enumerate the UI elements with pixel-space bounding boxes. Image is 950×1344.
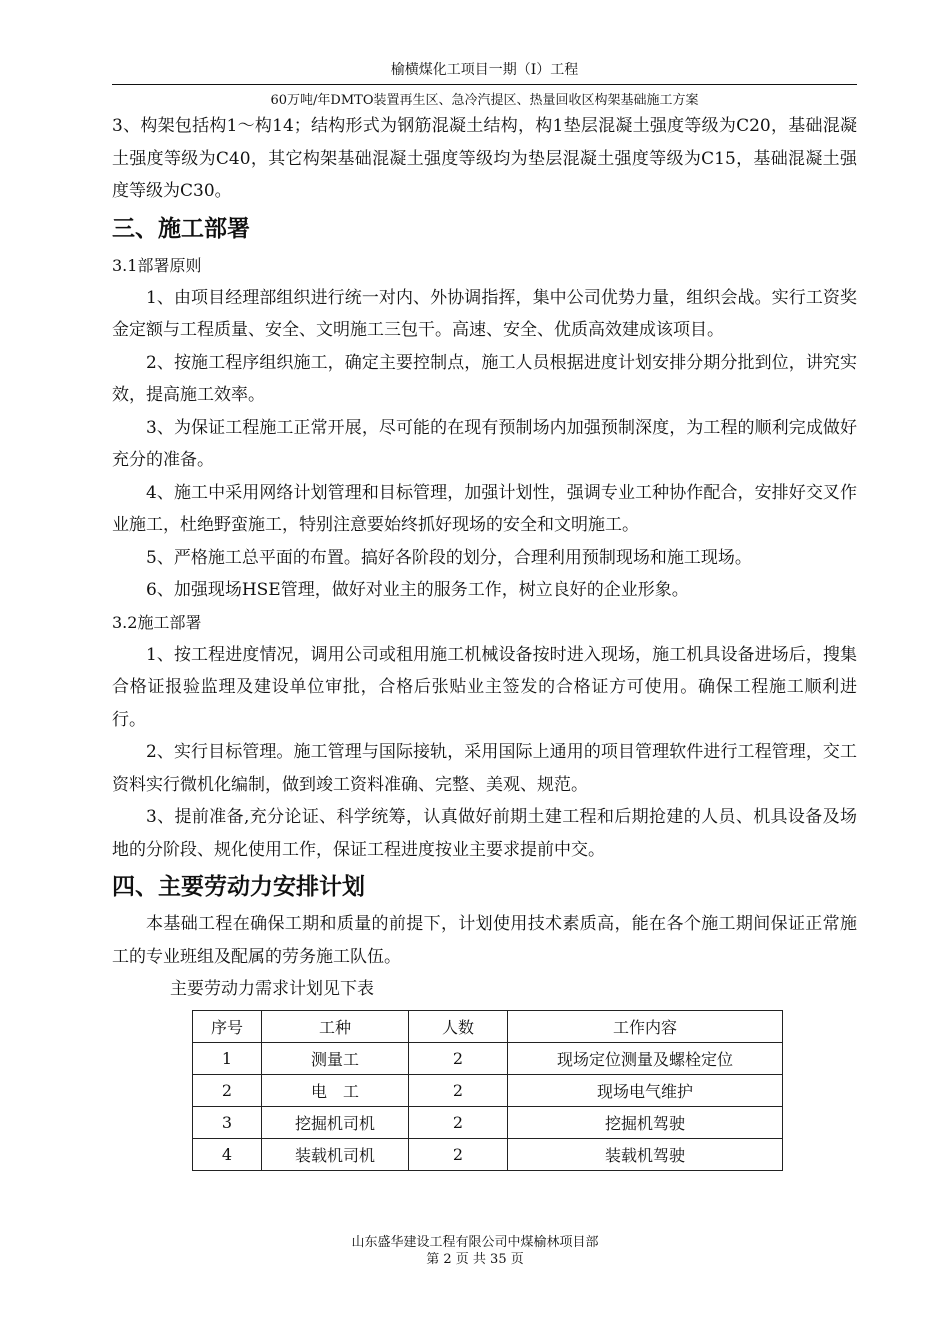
header-cell: 工种 xyxy=(262,1010,409,1042)
deployment-item: 2、实行目标管理。施工管理与国际接轨，采用国际上通用的项目管理软件进行工程管理，交工资料实行微机化编制，做到竣工资料准确、完整、美观、规范。 xyxy=(112,742,857,795)
table-cell: 2 xyxy=(193,1074,262,1106)
principle-item: 4、施工中采用网络计划管理和目标管理，加强计划性，强调专业工种协作配合，安排好交叉作业施工，杜绝野蛮施工，特别注意要始终抓好现场的安全和文明施工。 xyxy=(112,482,857,535)
section-3-heading: 三、施工部署 xyxy=(112,215,250,242)
table-row xyxy=(193,1106,783,1138)
table-row xyxy=(193,1074,783,1106)
table-cell: 装载机驾驶 xyxy=(508,1138,783,1170)
page-number: 第 2 页 共 35 页 xyxy=(426,1252,524,1267)
principle-item: 3、为保证工程施工正常开展，尽可能的在现有预制场内加强预制深度，为工程的顺利完成做好充分的准备。 xyxy=(112,417,857,470)
table-row xyxy=(193,1138,783,1170)
table-cell: 电 工 xyxy=(262,1074,409,1106)
deployment-item: 1、按工程进度情况，调用公司或租用施工机械设备按时进入现场，施工机具设备进场后，搜集合格证报验监理及建设单位审批，合格后张贴业主签发的合格证方可使用。确保工程施工顺利进行。 xyxy=(112,644,857,730)
intro-paragraph: 3、构架包括构1～构14；结构形式为钢筋混凝土结构，构1垫层混凝土强度等级为C20，基础混凝土强度等级为C40，其它构架基础混凝土强度等级均为垫层混凝土强度等级为C15，基础混凝土强度等级为C30。 xyxy=(112,116,857,201)
header-cell: 工作内容 xyxy=(508,1010,783,1042)
subsection-3-1-heading: 3.1部署原则 xyxy=(112,255,202,275)
table-cell: 现场电气维护 xyxy=(508,1074,783,1106)
footer-company: 山东盛华建设工程有限公司中煤榆林项目部 xyxy=(351,1235,599,1250)
table-cell: 测量工 xyxy=(262,1042,409,1074)
table-header-row xyxy=(193,1010,783,1042)
table-cell: 挖掘机司机 xyxy=(262,1106,409,1138)
principle-item: 5、严格施工总平面的布置。搞好各阶段的划分，合理利用预制现场和施工现场。 xyxy=(146,547,752,568)
header-cell: 序号 xyxy=(193,1010,262,1042)
table-cell: 4 xyxy=(193,1138,262,1170)
principle-item: 6、加强现场HSE管理，做好对业主的服务工作，树立良好的企业形象。 xyxy=(146,580,689,600)
table-cell: 2 xyxy=(409,1138,508,1170)
table-cell: 1 xyxy=(193,1042,262,1074)
table-cell: 装载机司机 xyxy=(262,1138,409,1170)
header-rule xyxy=(112,84,857,85)
page-footer xyxy=(0,1234,950,1268)
subsection-3-2-heading: 3.2施工部署 xyxy=(112,612,202,632)
table-cell: 2 xyxy=(409,1074,508,1106)
table-cell: 现场定位测量及螺栓定位 xyxy=(508,1042,783,1074)
table-row xyxy=(193,1042,783,1074)
table-cell: 挖掘机驾驶 xyxy=(508,1106,783,1138)
table-caption: 主要劳动力需求计划见下表 xyxy=(170,979,374,999)
header-project-title: 榆横煤化工项目一期（Ⅰ）工程 xyxy=(390,62,579,78)
header-cell: 人数 xyxy=(409,1010,508,1042)
header-plan-title: 60万吨/年DMTO装置再生区、急冷汽提区、热量回收区构架基础施工方案 xyxy=(270,93,699,108)
page-header xyxy=(112,60,857,110)
table-cell: 3 xyxy=(193,1106,262,1138)
principle-item: 1、由项目经理部组织进行统一对内、外协调指挥，集中公司优势力量，组织会战。实行工资奖金定额与工程质量、安全、文明施工三包干。高速、安全、优质高效建成该项目。 xyxy=(112,287,857,340)
table-cell: 2 xyxy=(409,1106,508,1138)
labor-paragraph: 本基础工程在确保工期和质量的前提下，计划使用技术素质高，能在各个施工期间保证正常施工的专业班组及配属的劳务施工队伍。 xyxy=(112,914,857,967)
deployment-item: 3、提前准备,充分论证、科学统筹，认真做好前期土建工程和后期抢建的人员、机具设备及场地的分阶段、规化使用工作，保证工程进度按业主要求提前中交。 xyxy=(112,807,857,860)
document-body xyxy=(112,110,857,1171)
labor-table xyxy=(192,1010,783,1171)
table-cell: 2 xyxy=(409,1042,508,1074)
section-4-heading: 四、主要劳动力安排计划 xyxy=(112,874,365,900)
principle-item: 2、按施工程序组织施工，确定主要控制点，施工人员根据进度计划安排分期分批到位，讲究实效，提高施工效率。 xyxy=(112,352,857,405)
